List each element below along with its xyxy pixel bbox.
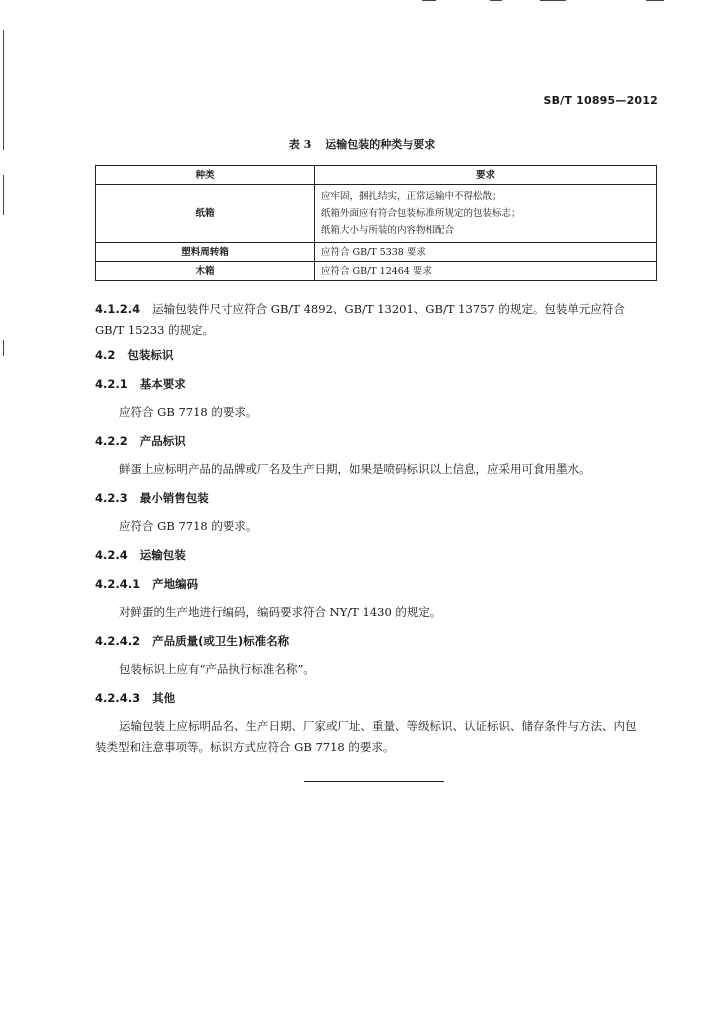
scan-mark-left-2 xyxy=(3,175,4,215)
end-of-document-rule xyxy=(304,781,444,782)
clause-4-1-2-4 xyxy=(95,299,661,341)
section-title: 产品标识 xyxy=(139,434,186,448)
requirement-line: 纸箱大小与所装的内容物相配合 xyxy=(321,225,455,236)
table-cell-kind: 塑料周转箱 xyxy=(96,243,315,262)
section-title: 产品质量(或卫生)标准名称 xyxy=(152,634,290,648)
section-title: 运输包装 xyxy=(139,548,186,562)
section-title: 最小销售包装 xyxy=(139,491,209,505)
table-caption xyxy=(0,136,724,152)
table-header-row xyxy=(96,166,657,185)
standard-code: SB/T 10895—2012 xyxy=(543,94,658,107)
table-cell-kind: 木箱 xyxy=(96,262,315,281)
table-cell-requirements: 应符合 GB/T 12464 要求 xyxy=(315,262,657,281)
body-line: 运输包装上应标明品名、生产日期、厂家或厂址、重量、等级标识、认证标识、储存条件与方法、内包 xyxy=(119,719,637,733)
table-row xyxy=(96,185,657,243)
table-cell-kind: 纸箱 xyxy=(96,185,315,243)
table-caption-title: 运输包装的种类与要求 xyxy=(325,138,436,151)
section-title: 包装标识 xyxy=(127,348,174,362)
clause-text-continuation: GB/T 15233 的规定。 xyxy=(95,323,215,337)
scan-mark-top-4 xyxy=(646,0,664,1)
requirement-line: 应牢固，捆扎结实，正常运输中不得松散； xyxy=(321,191,502,202)
clause-number: 4.1.2.4 xyxy=(95,302,141,316)
table-cell-requirements: 应符合 GB/T 5338 要求 xyxy=(315,243,657,262)
section-number: 4.2.1 xyxy=(95,377,128,391)
section-number: 4.2.2 xyxy=(95,434,128,448)
section-number: 4.2.4 xyxy=(95,548,128,562)
section-4-2-4-1-heading xyxy=(95,574,661,595)
scan-mark-left-1 xyxy=(3,30,4,150)
requirement-line: 纸箱外面应有符合包装标准所规定的包装标志； xyxy=(321,208,521,219)
section-4-2-3-heading xyxy=(95,488,661,509)
packaging-table xyxy=(95,165,657,281)
table-caption-number: 表 3 xyxy=(288,138,312,151)
scan-mark-top-1 xyxy=(422,0,436,1)
section-number: 4.2.4.1 xyxy=(95,577,141,591)
section-title: 基本要求 xyxy=(139,377,186,391)
section-4-2-4-3-body xyxy=(95,716,661,758)
table-header-requirements: 要求 xyxy=(315,166,657,185)
section-4-2-1-heading xyxy=(95,374,661,395)
table-cell-requirements xyxy=(315,185,657,243)
scan-mark-top-3 xyxy=(540,0,566,1)
section-4-2-2-body: 鲜蛋上应标明产品的品牌或厂名及生产日期，如果是喷码标识以上信息，应采用可食用墨水。 xyxy=(119,462,591,476)
section-number: 4.2.4.3 xyxy=(95,691,141,705)
scan-mark-top-2 xyxy=(490,0,502,1)
scan-mark-left-3 xyxy=(3,340,4,356)
section-4-2-4-3-heading xyxy=(95,688,661,709)
clause-text: 运输包装件尺寸应符合 GB/T 4892、GB/T 13201、GB/T 13757 的规定。包装单元应符合 xyxy=(152,302,625,316)
section-4-2-1-body: 应符合 GB 7718 的要求。 xyxy=(119,405,258,419)
section-4-2-3-body: 应符合 GB 7718 的要求。 xyxy=(119,519,258,533)
section-4-2-2-heading xyxy=(95,431,661,452)
table-row xyxy=(96,243,657,262)
table-row xyxy=(96,262,657,281)
section-title: 产地编码 xyxy=(152,577,199,591)
section-4-2-heading xyxy=(95,345,661,366)
section-title: 其他 xyxy=(152,691,176,705)
section-4-2-4-1-body: 对鲜蛋的生产地进行编码，编码要求符合 NY/T 1430 的规定。 xyxy=(119,605,442,619)
section-4-2-4-2-body: 包装标识上应有“产品执行标准名称”。 xyxy=(119,662,315,676)
section-number: 4.2.3 xyxy=(95,491,128,505)
body-line: 装类型和注意事项等。标识方式应符合 GB 7718 的要求。 xyxy=(95,740,395,754)
table-header-kind: 种类 xyxy=(96,166,315,185)
section-number: 4.2 xyxy=(95,348,116,362)
section-4-2-4-2-heading xyxy=(95,631,661,652)
section-number: 4.2.4.2 xyxy=(95,634,141,648)
section-4-2-4-heading xyxy=(95,545,661,566)
